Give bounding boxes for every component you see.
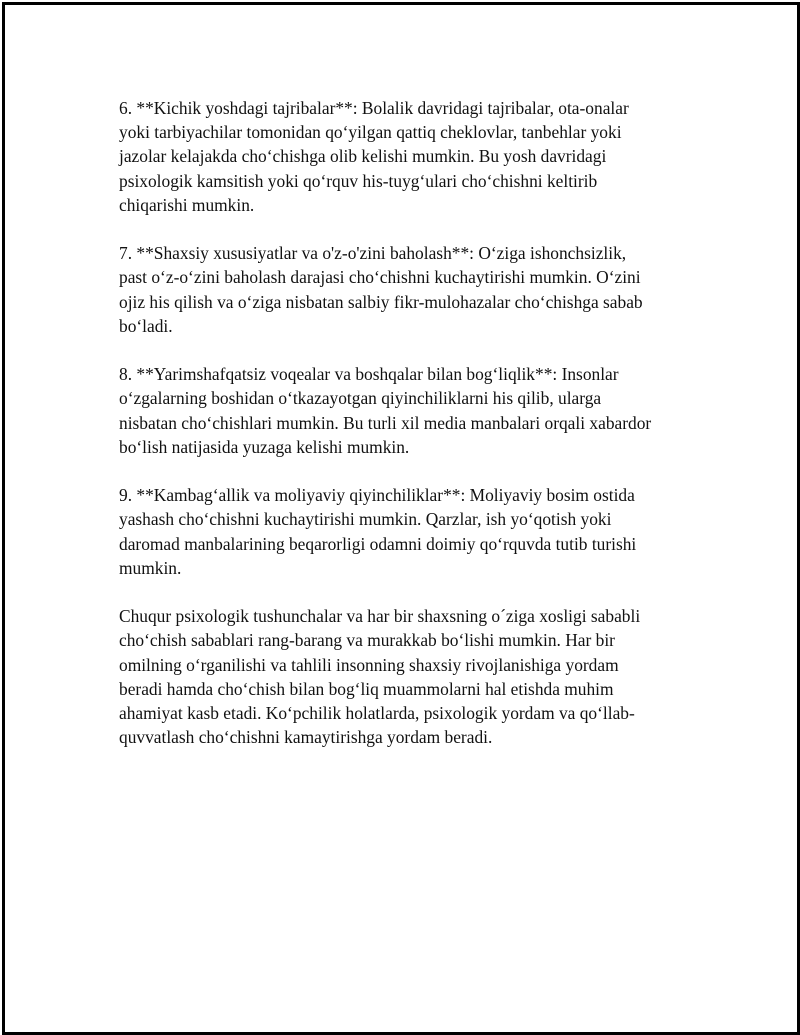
paragraph-item-9: 9. **Kambag‘allik va moliyaviy qiyinchiliklar**: Moliyaviy bosim ostida yashash cho‘chishni kuchaytirishi mumkin. Qarzlar, ish yo‘qotish yoki daromad manbalarining beqarorligi odamni doimiy qo‘rquvda tutib turishi mumkin.	[119, 485, 637, 578]
paragraph-item-6: 6. **Kichik yoshdagi tajribalar**: Bolalik davridagi tajribalar, ota-onalar yoki tarbiyachilar tomonidan qo‘yilgan qattiq cheklovlar, tanbehlar yoki jazolar kelajakda cho‘chishga olib kelishi mumkin. Bu yosh davridagi psixologik kamsitish yoki qo‘rquv his-tuyg‘ulari cho‘chishni keltirib chiqarishi mumkin.	[119, 98, 629, 215]
conclusion-paragraph: Chuqur psixologik tushunchalar va har bir shaxsning o´ziga xosligi sababli cho‘chish sabablari rang-barang va murakkab bo‘lishi mumkin. Har bir omilning o‘rganilishi va tahlili insonning shaxsiy rivojlanishiga yordam beradi hamda cho‘chish bilan bog‘liq muammolarni hal etishda muhim ahamiyat kasb etadi. Ko‘pchilik holatlarda, psixologik yordam va qo‘llab- quvvatlash cho‘chishni kamaytirishga yordam beradi.	[119, 606, 641, 748]
paragraph-item-7: 7. **Shaxsiy xususiyatlar va o'z-o'zini baholash**: O‘ziga ishonchsizlik, past o‘z-o‘zini baholash darajasi cho‘chishni kuchaytirishi mumkin. O‘zini ojiz his qilish va o‘ziga nisbatan salbiy fikr-mulohazalar cho‘chishga sabab bo‘ladi.	[119, 243, 643, 336]
page-frame	[2, 2, 800, 1035]
paragraph-item-8: 8. **Yarimshafqatsiz voqealar va boshqalar bilan bog‘liqlik**: Insonlar o‘zgalarning boshidan o‘tkazayotgan qiyinchiliklarni his qilib, ularga nisbatan cho‘chishlari mumkin. Bu turli xil media manbalari orqali xabardor bo‘lish natijasida yuzaga kelishi mumkin.	[119, 364, 652, 457]
document-body	[119, 96, 694, 774]
